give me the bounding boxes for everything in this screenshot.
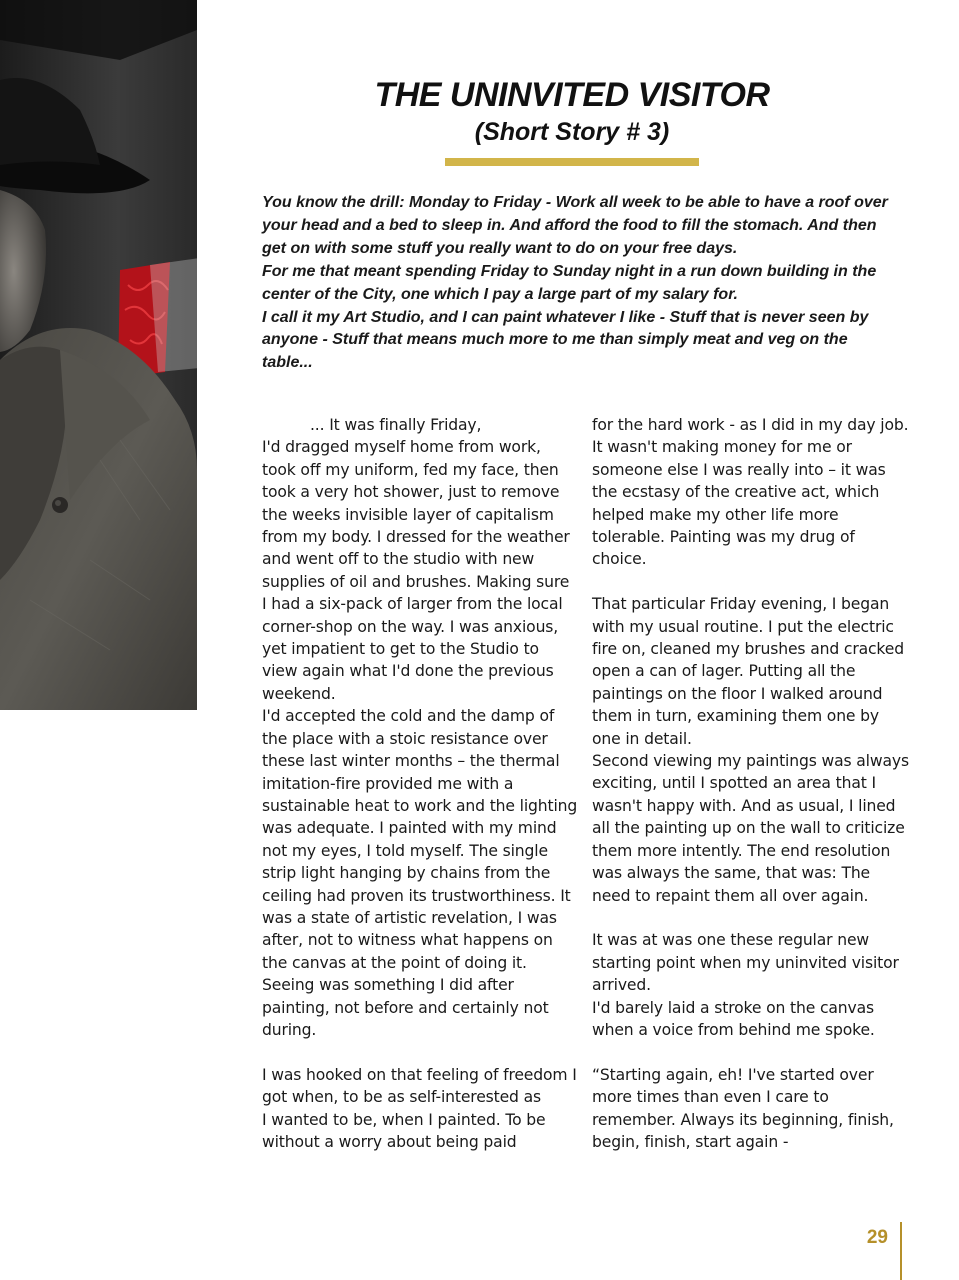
story-subtitle: (Short Story # 3) (474, 118, 670, 146)
story-intro (262, 192, 894, 375)
body-paragraph: Second viewing my paintings was always exciting, until I spotted an area that I wasn't happy with. And as usual, I lined all the painting up on the wall to criticize them more intently. The end resolution was always the same, that was: The need to repaint them all over again. (592, 752, 909, 905)
story-photo (0, 0, 197, 710)
body-paragraph: That particular Friday evening, I began with my usual routine. I put the electric fire on, cleaned my brushes and cracked open a can of lager. Putting all the paintings on the floor I walked around them in turn, examining them one by one in detail. (592, 595, 904, 748)
page-number: 29 (866, 1227, 888, 1248)
body-column-left (262, 414, 578, 1153)
body-paragraph: I'd dragged myself home from work, took off my uniform, fed my face, then took a very hot shower, just to remove the weeks invisible layer of capitalism from my body. I dressed for the weather and went off to the studio with new supplies of oil and brushes. Making sure I had a six-pack of larger from the local corner-shop on the way. I was anxious, yet impatient to get to the Studio to view again what I'd done the previous weekend. (262, 438, 570, 703)
body-paragraph: I'd accepted the cold and the damp of the place with a stoic resistance over these last winter months – the thermal imitation-fire provided me with a sustainable heat to work and the lighting was adequate. I painted with my mind not my eyes, I told myself. The single strip light hanging by chains from the ceiling had proven its trustworthiness. It was a state of artistic revelation, I was after, not to witness what happens on the canvas at the point of doing it. Seeing was something I did after painting, not before and certainly not during. (262, 707, 578, 1039)
page-number-rule (900, 1222, 902, 1280)
body-paragraph: for the hard work - as I did in my day job. It wasn't making money for me or someone else I was really into – it was the ecstasy of the creative act, which helped make my other life more tolerable. Painting was my drug of choice. (592, 416, 909, 569)
body-column-right (592, 414, 910, 1153)
body-paragraph: I'd barely laid a stroke on the canvas when a voice from behind me spoke. (592, 998, 875, 1039)
body-paragraph: It was at was one these regular new starting point when my uninvited visitor arrived. (592, 931, 899, 995)
intro-paragraph: You know the drill: Monday to Friday - Work all week to be able to have a roof over your head and a bed to sleep in. And afford the food to fill the stomach. And then get on with some stuff you really want to do on your free days. (262, 194, 888, 257)
intro-paragraph: For me that meant spending Friday to Sunday night in a run down building in the center of the City, one which I pay a large part of my salary for. (262, 262, 877, 303)
intro-paragraph: I call it my Art Studio, and I can paint whatever I like - Stuff that is never seen by anyone - Stuff that means much more to me than simply meat and veg on the table... (262, 308, 869, 372)
opening-line: ... It was finally Friday, (310, 416, 482, 434)
body-paragraph: “Starting again, eh! I've started over more times than even I care to remember. Always its beginning, finish, begin, finish, start again - (592, 1065, 894, 1151)
story-title: THE UNINVITED VISITOR (374, 76, 770, 114)
body-paragraph: I wanted to be, when I painted. To be without a worry about being paid (262, 1110, 546, 1151)
body-paragraph (262, 414, 578, 436)
body-paragraph: I was hooked on that feeling of freedom I got when, to be as self-interested as (262, 1065, 577, 1107)
man-in-hat-photo (0, 0, 197, 710)
title-underline (445, 158, 699, 166)
